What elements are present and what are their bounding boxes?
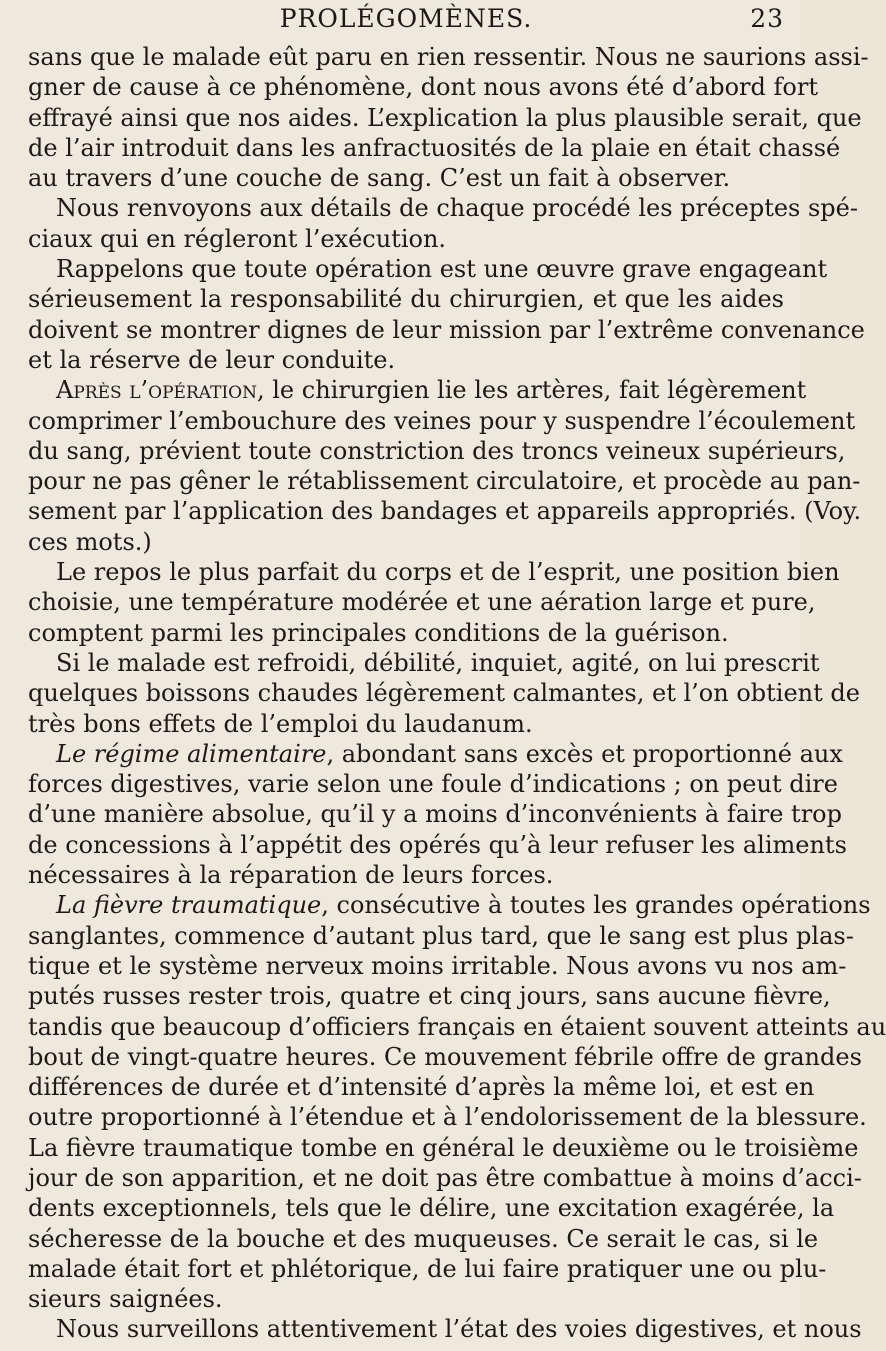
paragraph bbox=[28, 890, 886, 1314]
text-line: sans que le malade eût paru en rien ressentir. Nous ne saurions assi- bbox=[28, 43, 869, 71]
text-line: sieurs saignées. bbox=[28, 1285, 223, 1314]
text-line: La fièvre traumatique tombe en général le deuxième ou le troisième bbox=[28, 1133, 859, 1162]
text-line: Le repos le plus parfait du corps et de l’esprit, une position bien bbox=[56, 558, 840, 587]
text-line: quelques boissons chaudes légèrement calmantes, et l’on obtient de bbox=[28, 679, 860, 708]
text-line: gner de cause à ce phénomène, dont nous avons été d’abord fort bbox=[28, 73, 818, 102]
text-line: comptent parmi les principales conditions de la guérison. bbox=[28, 618, 729, 647]
paragraph bbox=[28, 42, 869, 193]
page-number: 23 bbox=[750, 4, 784, 33]
section-lead: Le régime alimentaire bbox=[56, 739, 327, 768]
text-line: très bons effets de l’emploi du laudanum. bbox=[28, 709, 533, 738]
body-text bbox=[28, 42, 886, 1345]
text-line: différences de durée et d’intensité d’après la même loi, et est en bbox=[28, 1073, 815, 1102]
text-line: outre proportionné à l’étendue et à l’endolorissement de la blessure. bbox=[28, 1103, 867, 1132]
text-line: doivent se montrer dignes de leur mission par l’extrême convenance bbox=[28, 315, 865, 344]
text-line: Si le malade est refroidi, débilité, inquiet, agité, on lui prescrit bbox=[56, 648, 820, 677]
text-run: , le chirurgien lie les artères, fait légèrement bbox=[256, 376, 807, 405]
page-header bbox=[28, 4, 784, 34]
paragraph bbox=[28, 557, 840, 648]
text-line: au travers d’une couche de sang. C’est un fait à observer. bbox=[28, 164, 731, 193]
text-line: Nous renvoyons aux détails de chaque procédé les préceptes spé- bbox=[56, 194, 858, 223]
text-line bbox=[28, 890, 871, 920]
paragraph bbox=[28, 739, 847, 890]
text-line: sement par l’application des bandages et appareils appropriés. (Voy. bbox=[28, 497, 862, 526]
paragraph bbox=[28, 1314, 862, 1344]
section-lead: La fièvre traumatique bbox=[56, 891, 322, 920]
text-line: bout de vingt-quatre heures. Ce mouvement fébrile offre de grandes bbox=[28, 1042, 862, 1071]
paragraph bbox=[28, 648, 860, 739]
text-line: du sang, prévient toute constriction des troncs veineux supérieurs, bbox=[28, 436, 846, 465]
text-line: tandis que beaucoup d’officiers français en étaient souvent atteints au bbox=[28, 1012, 886, 1041]
text-line: nécessaires à la réparation de leurs forces. bbox=[28, 861, 554, 890]
text-line: de l’air introduit dans les anfractuosités de la plaie en était chassé bbox=[28, 133, 841, 162]
paragraph bbox=[28, 375, 862, 557]
text-line: pour ne pas gêner le rétablissement circulatoire, et procède au pan- bbox=[28, 467, 861, 496]
text-line: ciaux qui en régleront l’exécution. bbox=[28, 224, 447, 253]
text-line: tique et le système nerveux moins irritable. Nous avons vu nos am- bbox=[28, 951, 847, 980]
text-line: sécheresse de la bouche et des muqueuses. Ce serait le cas, si le bbox=[28, 1224, 819, 1253]
text-run: , consécutive à toutes les grandes opérations bbox=[321, 891, 871, 920]
text-line: Nous surveillons attentivement l’état des voies digestives, et nous bbox=[56, 1315, 862, 1344]
text-line: et la réserve de leur conduite. bbox=[28, 345, 396, 374]
text-line: Rappelons que toute opération est une œuvre grave engageant bbox=[56, 255, 828, 284]
text-line: ces mots.) bbox=[28, 527, 152, 556]
text-line: sanglantes, commence d’autant plus tard, que le sang est plus plas- bbox=[28, 921, 854, 950]
text-run: , abondant sans excès et proportionné aux bbox=[326, 739, 843, 768]
text-line: malade était fort et phlétorique, de lui faire pratiquer une ou plu- bbox=[28, 1254, 827, 1283]
text-line: putés russes rester trois, quatre et cinq jours, sans aucune fièvre, bbox=[28, 982, 831, 1011]
text-line: effrayé ainsi que nos aides. L’explication la plus plausible serait, que bbox=[28, 103, 862, 132]
paragraph bbox=[28, 254, 865, 375]
text-line: comprimer l’embouchure des veines pour y suspendre l’écoulement bbox=[28, 406, 856, 435]
text-line: choisie, une température modérée et une aération large et pure, bbox=[28, 588, 816, 617]
text-line: de concessions à l’appétit des opérés qu’à leur refuser les aliments bbox=[28, 830, 847, 859]
text-line: sérieusement la responsabilité du chirurgien, et que les aides bbox=[28, 285, 784, 314]
running-title: PROLÉGOMÈNES. bbox=[279, 4, 533, 33]
text-line: d’une manière absolue, qu’il y a moins d’inconvénients à faire trop bbox=[28, 800, 842, 829]
text-line: dents exceptionnels, tels que le délire, une excitation exagérée, la bbox=[28, 1194, 835, 1223]
text-line: jour de son apparition, et ne doit pas être combattue à moins d’acci- bbox=[28, 1163, 862, 1192]
text-line bbox=[28, 739, 843, 769]
paragraph bbox=[28, 193, 858, 254]
section-lead: Après l’opération bbox=[56, 376, 257, 405]
text-line: forces digestives, varie selon une foule d’indications ; on peut dire bbox=[28, 770, 838, 799]
text-line bbox=[28, 375, 807, 405]
